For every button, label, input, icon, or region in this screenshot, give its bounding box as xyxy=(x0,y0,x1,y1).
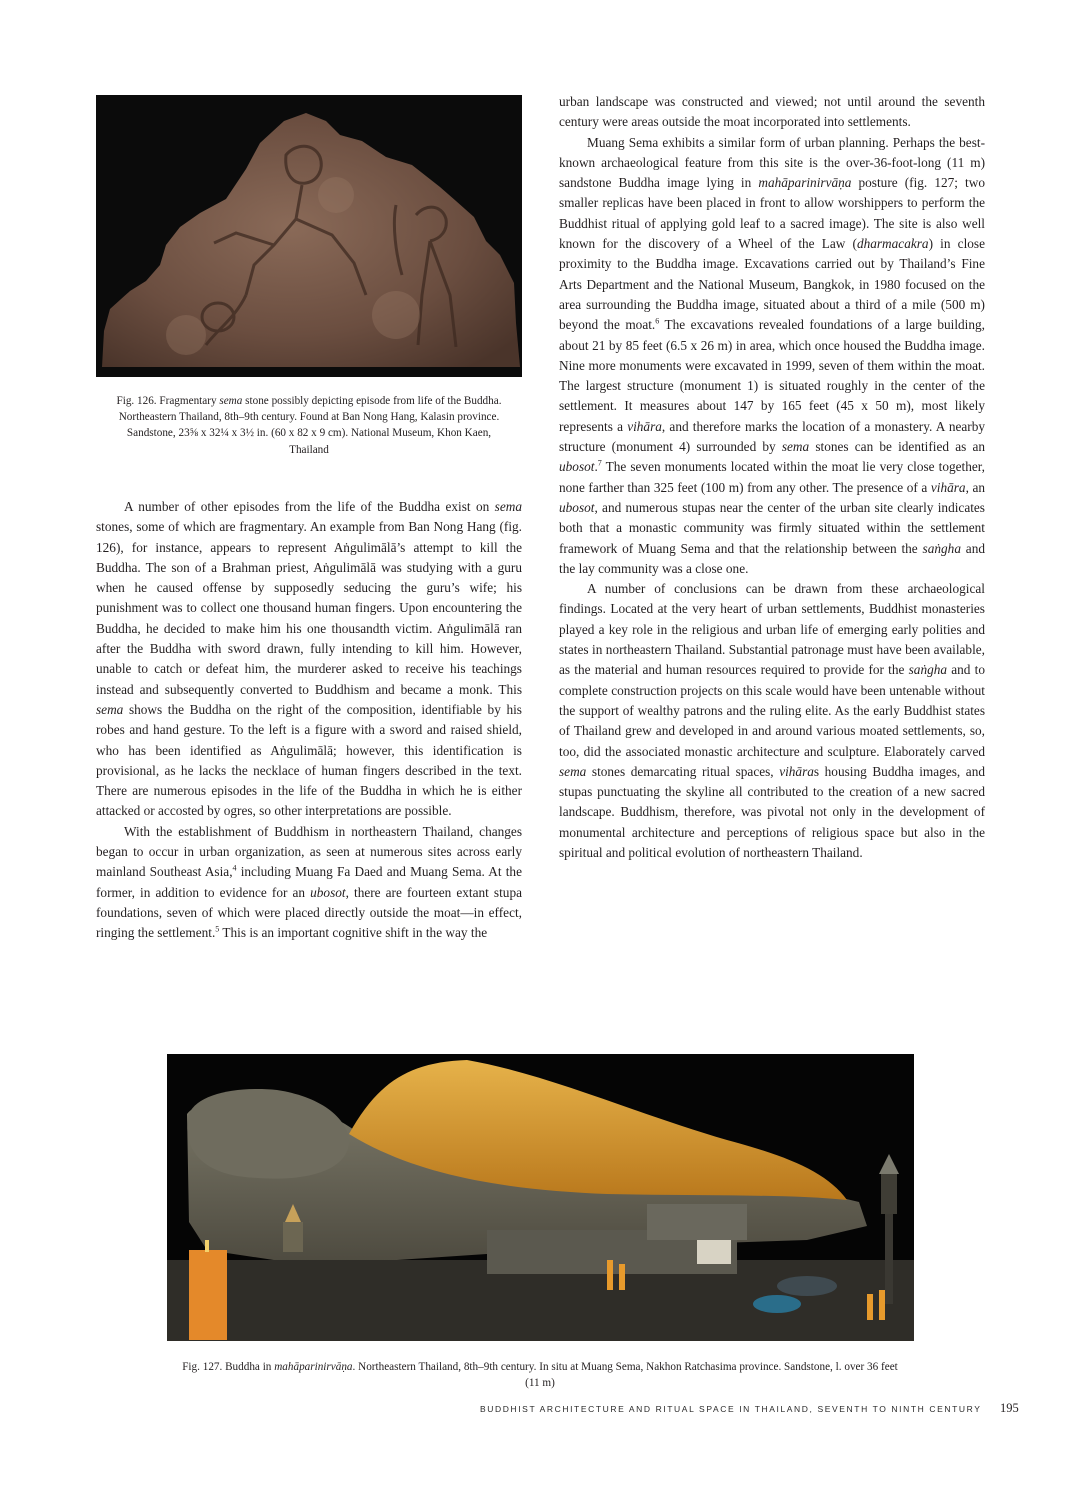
italic-term: mahāparinirvāṇa xyxy=(758,175,852,191)
running-head: BUDDHIST ARCHITECTURE AND RITUAL SPACE IN THAILAND, SEVENTH TO NINTH CENTURY xyxy=(480,1403,982,1414)
right-text-column xyxy=(559,92,985,863)
text-run: and to complete construction projects on this scale would have been untenable without the support of wealthy patrons and the ruling elite. As the early Buddhist states of Thailand grew and developed in and around various moated settlements, so, too, did the associated monastic architecture and sculpture. Elaborately carved xyxy=(559,662,985,759)
italic-term: saṅgha xyxy=(908,662,948,678)
italic-term: vihāra xyxy=(930,479,966,495)
sema-stone-illustration xyxy=(96,95,522,377)
text-run: s housing Buddha images, and stupas punctuating the skyline all contributed to the creation of a new sacred landscape. Buddhism, therefore, was pivotal not only in the development of monumental architecture and perceptions of religious space but also in the spiritual and political evolution of northeastern Thailand. xyxy=(559,763,985,860)
italic-term: sema xyxy=(494,499,522,514)
text-run: urban landscape was constructed and viewed; not until around the seventh century were areas outside the moat incorporated into settlements. xyxy=(559,94,985,130)
text-run: and the lay community was a close one. xyxy=(559,540,985,576)
italic-term: sema xyxy=(781,439,810,455)
figure-126-image xyxy=(96,95,522,377)
text-run: Fig. 127. Buddha in xyxy=(182,1361,275,1373)
italic-term: ubosot xyxy=(559,499,595,515)
text-run: , and numerous stupas near the center of the urban site clearly indicates both that a monastic community was firmly situated within the settlement framework of Muang Sema and that the relationship between the xyxy=(559,499,985,556)
text-run: , an xyxy=(965,479,985,495)
italic-term: dharmacakra xyxy=(856,236,929,252)
italic-term: vihāra xyxy=(779,763,814,779)
text-run: stones demarcating ritual spaces, xyxy=(586,763,780,779)
page-number: 195 xyxy=(999,1401,1019,1416)
text-run: The excavations revealed foundations of a large building, about 21 by 85 feet (6.5 x 26 m) in area, which once housed the Buddha image. Nine more monuments were excavated in 1999, seven of them within the moat. The largest structure (monument 1) is situated roughly in the center of the settlement. It measures about 147 by 165 feet (45 x 50 m), most likely represents a xyxy=(559,317,985,434)
text-run: A number of other episodes from the life of the Buddha exist on xyxy=(124,499,495,514)
paragraph xyxy=(559,133,985,580)
reclining-buddha-illustration xyxy=(167,1054,914,1341)
text-run: With the establishment of Buddhism in northeastern Thailand, changes began to occur in urban organization, as seen at numerous sites across early mainland Southeast Asia, xyxy=(96,823,522,880)
italic-term: mahāparinirvāṇa xyxy=(274,1361,353,1373)
paragraph xyxy=(96,497,522,822)
paragraph xyxy=(96,822,522,944)
text-run: Muang Sema exhibits a similar form of urban planning. Perhaps the best-known archaeological feature from this site is the over-36-foot-long (11 m) sandstone Buddha image lying in xyxy=(559,134,985,191)
left-text-column xyxy=(96,497,522,944)
text-run: stone possibly depicting episode from life of the Buddha. Northeastern Thailand, 8th–9th century. Found at Ban Nong Hang, Kalasin province. Sandstone, 23⅝ x 32¼ x 3½ in. (60 x 82 x 9 cm). National Museum, Khon Kaen, Thailand xyxy=(118,395,502,456)
page-footer xyxy=(480,1400,1019,1416)
figure-126-caption xyxy=(110,393,508,458)
italic-term: vihāra xyxy=(627,418,662,434)
figure-127-image xyxy=(167,1054,914,1341)
italic-term: sema xyxy=(559,763,587,779)
text-run: shows the Buddha on the right of the composition, identifiable by his robes and hand gesture. To the left is a figure with a sword and raised shield, who has been identified as Aṅgulimālā; however, this identification is provisional, as he lacks the necklace of human fingers described in the text. There are numerous episodes in the life of the Buddha in which he is either attacked or accosted by ogres, so other interpretations are possible. xyxy=(96,701,522,819)
text-run: The seven monuments located within the moat lie very close together, none farther than 325 feet (100 m) from any other. The presence of a xyxy=(559,459,985,495)
italic-term: saṅgha xyxy=(922,540,961,556)
text-run: , and therefore marks the location of a monastery. A nearby structure (monument 4) surrounded by xyxy=(559,418,985,455)
paragraph xyxy=(559,579,985,863)
italic-term: sema xyxy=(96,701,124,717)
text-run: including Muang Fa Daed and Muang Sema. At the former, in addition to evidence for an xyxy=(96,864,522,900)
text-run: , there are fourteen extant stupa foundations, seven of which were placed directly outside the moat—in effect, ringing the settlement. xyxy=(96,884,522,941)
footnote-ref: 6 xyxy=(655,316,660,326)
text-run: A number of conclusions can be drawn from these archaeological findings. Located at the very heart of urban settlements, Buddhist monasteries played a key role in the religious and urban life of emerging early polities and states in northeastern Thailand. Substantial patronage must have been available, as the material and human resources required to provide for the xyxy=(559,581,985,678)
italic-term: sema xyxy=(219,395,243,407)
italic-term: ubosot xyxy=(559,459,595,475)
text-run: posture (fig. 127; two smaller replicas have been placed in front to allow worshippers to perform the Buddhist ritual of applying gold leaf to a sacred image). The site is also well known for the discovery of a Wheel of the Law ( xyxy=(559,175,985,252)
text-run: Fig. 126. Fragmentary xyxy=(116,395,220,407)
text-run: ) in close proximity to the Buddha image. Excavations carried out by Thailand’s Fine Arts Department and the National Museum, Bangkok, in 1980 focused on the area surrounding the Buddha image, situated about a third of a mile (500 m) beyond the moat. xyxy=(559,236,985,333)
text-run: . xyxy=(594,459,598,475)
footnote-ref: 4 xyxy=(232,863,237,873)
footnote-ref: 7 xyxy=(597,458,602,468)
footnote-ref: 5 xyxy=(215,924,220,934)
text-run: This is an important cognitive shift in the way the xyxy=(219,925,488,941)
paragraph xyxy=(559,92,985,133)
figure-127-caption xyxy=(180,1359,900,1391)
text-run: stones can be identified as an xyxy=(809,439,986,455)
italic-term: ubosot xyxy=(310,884,346,900)
text-run: stones, some of which are fragmentary. An example from Ban Nong Hang (fig. 126), for instance, appears to represent Aṅgulimālā’s attempt to kill the Buddha. The son of a Brahman priest, Aṅgulimālā was studying with a guru when he caused offense by supposedly seducing the guru’s wife; his punishment was to collect one thousand human fingers. Upon encountering the Buddha, he decided to make him his one thousandth victim. Aṅgulimālā ran after the Buddha with sword drawn, fully intending to kill him. However, unable to catch or defeat him, the murderer asked to receive his teachings instead and subsequently converted to Buddhism and became a monk. This xyxy=(96,519,522,697)
text-run: . Northeastern Thailand, 8th–9th century. In situ at Muang Sema, Nakhon Ratchasima province. Sandstone, l. over 36 feet (11 m) xyxy=(352,1361,898,1390)
